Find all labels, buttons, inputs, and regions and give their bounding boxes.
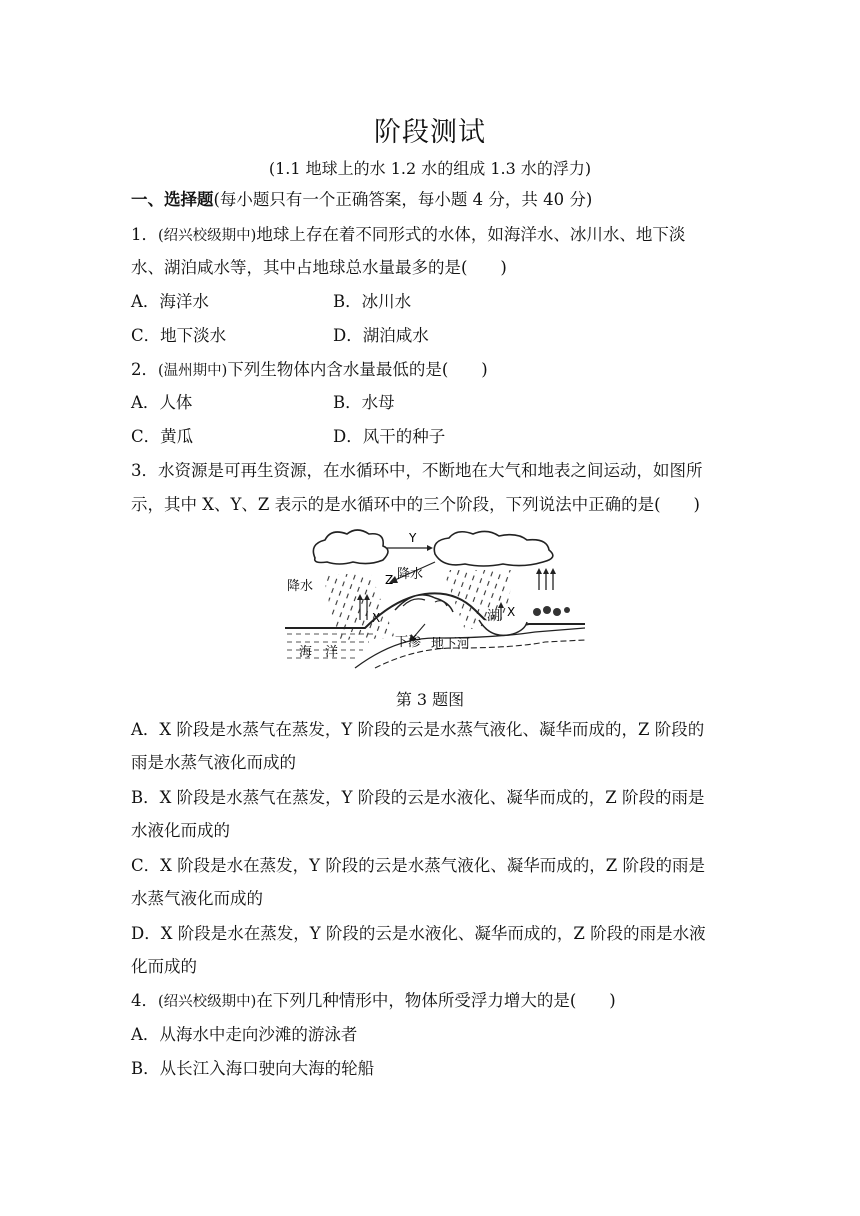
question-text: 在下列几种情形中，物体所受浮力增大的是( ) (256, 991, 616, 1010)
question-source: (绍兴校级期中) (158, 228, 257, 244)
label-lake: 湖 (487, 609, 501, 624)
label-underground-river: 地下河 (431, 637, 471, 652)
question-1-option-d: D．湖泊咸水 (333, 326, 429, 345)
question-text: 地球上存在着不同形式的水体，如海洋水、冰川水、地下淡 (256, 225, 686, 244)
evaporation-arrows-right (539, 572, 553, 590)
question-2-option-d: D．风干的种子 (333, 427, 446, 446)
page-subtitle: (1.1 地球上的水 1.2 水的组成 1.3 水的浮力) (268, 159, 592, 178)
question-1-stem-line-1 (131, 225, 685, 246)
question-source: (绍兴校级期中) (158, 994, 257, 1010)
figure-caption: 第 3 题图 (395, 690, 465, 709)
question-2-option-b: B．水母 (333, 393, 395, 412)
question-3-option-c-line-1: C．X 阶段是水在蒸发，Y 阶段的云是水蒸气液化、凝华而成的，Z 阶段的雨是 (131, 856, 705, 875)
question-number: 3． (131, 461, 158, 480)
label-x-right: X (507, 605, 516, 619)
section-title: 一、选择题 (131, 190, 214, 209)
question-3-option-a-line-2: 雨是水蒸气液化而成的 (131, 753, 296, 772)
label-sea: 海 洋 (299, 645, 339, 660)
question-source: (温州期中) (158, 363, 228, 379)
question-1-stem-line-2: 水、湖泊咸水等，其中占地球总水量最多的是( ) (131, 258, 507, 277)
label-y: Y (409, 531, 417, 545)
question-3-option-b-line-1: B．X 阶段是水蒸气在蒸发，Y 阶段的云是水液化、凝华而成的，Z 阶段的雨是 (131, 788, 705, 807)
question-3-option-b-line-2: 水液化而成的 (131, 821, 230, 840)
label-seep: 下渗 (395, 635, 422, 650)
question-2-stem (131, 360, 488, 381)
question-3-option-c-line-2: 水蒸气液化而成的 (131, 889, 263, 908)
water-cycle-figure (285, 528, 585, 673)
section-heading (131, 190, 592, 210)
page-title: 阶段测试 (374, 117, 486, 148)
trees (533, 606, 570, 616)
question-2-option-c: C．黄瓜 (131, 427, 194, 446)
label-rain-left: 降水 (287, 579, 314, 594)
question-3-option-d-line-1: D．X 阶段是水在蒸发，Y 阶段的云是水液化、凝华而成的，Z 阶段的雨是水液 (131, 924, 706, 943)
question-3-stem-line-1 (131, 461, 703, 481)
question-4-option-b: B．从长江入海口驶向大海的轮船 (131, 1059, 375, 1078)
question-1-option-b: B．冰川水 (333, 292, 412, 311)
section-note: (每小题只有一个正确答案，每小题 4 分，共 40 分) (213, 190, 593, 209)
label-z: Z (385, 573, 394, 587)
question-number: 2． (131, 360, 158, 379)
question-number: 1． (131, 225, 158, 244)
label-x-left: X (372, 611, 381, 625)
question-4-stem (131, 991, 616, 1012)
question-3-option-d-line-2: 化而成的 (131, 957, 197, 976)
right-cloud (434, 531, 553, 566)
question-3-stem-line-2: 示，其中 X、Y、Z 表示的是水循环中的三个阶段，下列说法中正确的是( ) (131, 495, 700, 514)
label-rain-right: 降水 (397, 567, 424, 582)
question-text: 下列生物体内含水量最低的是( ) (227, 360, 488, 379)
left-cloud (313, 530, 388, 564)
question-4-option-a: A．从海水中走向沙滩的游泳者 (131, 1025, 358, 1044)
question-1-option-a: A．海洋水 (131, 292, 209, 311)
question-text: 水资源是可再生资源，在水循环中，不断地在大气和地表之间运动，如图所 (158, 461, 703, 480)
question-2-option-a: A．人体 (131, 393, 193, 412)
question-3-option-a-line-1: A．X 阶段是水蒸气在蒸发，Y 阶段的云是水蒸气液化、凝华而成的，Z 阶段的 (131, 720, 705, 739)
question-number: 4． (131, 991, 158, 1010)
question-1-option-c: C．地下淡水 (131, 326, 227, 345)
